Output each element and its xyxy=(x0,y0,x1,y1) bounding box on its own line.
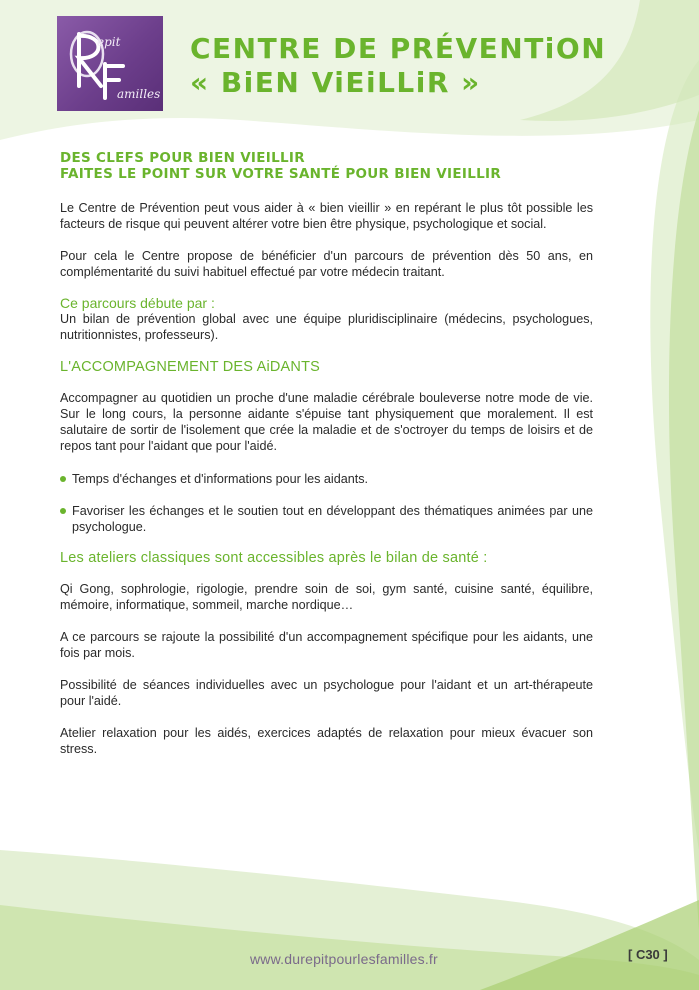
main-content xyxy=(60,150,593,757)
page-title xyxy=(190,32,606,100)
paragraph-bilan: Un bilan de prévention global avec une équipe pluridisciplinaire (médecins, psychologues, nutritionnistes, professeurs). xyxy=(60,312,593,342)
section-heading-aidants: L'ACCOMPAGNEMENT DES AiDANTS xyxy=(60,359,321,375)
logo-emblem-icon xyxy=(57,16,163,111)
svg-text:amilles: amilles xyxy=(117,87,161,101)
paragraph-relaxation: Atelier relaxation pour les aidés, exercices adaptés de relaxation pour mieux évacuer son stress. xyxy=(60,726,593,756)
bullet-dot-icon xyxy=(60,476,66,482)
paragraph-intro: Le Centre de Prévention peut vous aider à « bien vieillir » en repérant le plus tôt possible les facteurs de risque qui peuvent altérer votre bien être physique, psychologique et social. xyxy=(60,201,593,231)
paragraph-accompagnement-specifique: A ce parcours se rajoute la possibilité d'un accompagnement spécifique pour les aidants, une fois par mois. xyxy=(60,630,593,660)
list-item xyxy=(60,503,593,535)
paragraph-accompagner: Accompagner au quotidien un proche d'une maladie cérébrale bouleverse notre mode de vie. Sur le long cours, la personne aidante s'épuise tant physiquement que moralement. Il est salutaire de sortir de l'isolement que crée la maladie et de s'octroyer du temps de loisirs et de repos tant pour l'aidant que pour l'aidé. xyxy=(60,391,593,453)
title-line-2: « BiEN ViEiLLiR » xyxy=(190,66,481,99)
paragraph-seances-individuelles: Possibilité de séances individuelles avec un psychologue pour l'aidant et un art-thérapeute pour l'aidé. xyxy=(60,678,593,708)
bullet-text: Temps d'échanges et d'informations pour les aidants. xyxy=(72,472,369,486)
repit-familles-logo xyxy=(57,16,163,111)
section-heading-ateliers: Les ateliers classiques sont accessibles après le bilan de santé : xyxy=(60,550,488,566)
paragraph-ateliers-list: Qi Gong, sophrologie, rigologie, prendre soin de soi, gym santé, cuisine santé, équilibre, mémoire, informatique, sommeil, marche nordique… xyxy=(60,582,593,612)
list-item xyxy=(60,471,593,487)
paragraph-parcours: Pour cela le Centre propose de bénéficier d'un parcours de prévention dès 50 ans, en complémentarité du suivi habituel effectué par votre médecin traitant. xyxy=(60,249,593,279)
subheading-parcours: Ce parcours débute par : xyxy=(60,295,215,311)
bullet-text: Favoriser les échanges et le soutien tout en développant des thématiques animées par une psychologue. xyxy=(72,504,593,534)
page-number: [ C30 ] xyxy=(628,947,668,962)
bullet-dot-icon xyxy=(60,508,66,514)
section-heading-sante: FAITES LE POINT SUR VOTRE SANTÉ POUR BIEN VIEILLIR xyxy=(60,166,502,182)
svg-text:epit: epit xyxy=(97,35,121,49)
footer-website-link[interactable]: www.durepitpourlesfamilles.fr xyxy=(250,951,438,967)
title-line-1: CENTRE DE PRÉVENTiON xyxy=(190,32,607,65)
section-heading-clefs: DES CLEFS POUR BIEN VIEILLIR xyxy=(60,150,305,166)
